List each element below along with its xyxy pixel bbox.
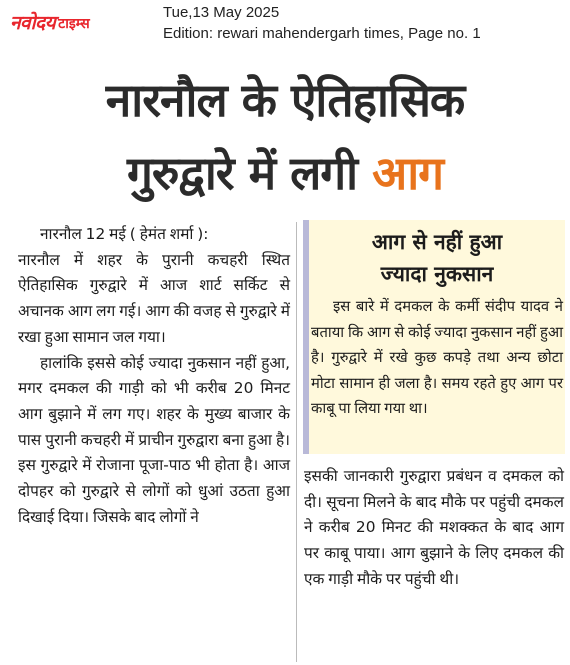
sidebar-box-heading-line-1: आग से नहीं हुआ bbox=[371, 230, 503, 254]
sidebar-box-heading-line-2: ज्यादा नुकसान bbox=[380, 262, 494, 286]
edition-info: Edition: rewari mahendergarh times, Page no. 1 bbox=[163, 25, 481, 42]
sidebar-box bbox=[303, 220, 565, 454]
masthead bbox=[0, 0, 570, 48]
headline-line-2-main: गुरुद्वारे में लगी bbox=[126, 146, 358, 200]
newspaper-logo bbox=[10, 8, 90, 36]
column-divider bbox=[296, 222, 297, 662]
logo-main-text: नवोदय bbox=[10, 12, 56, 34]
logo-sub-text: टाइम्स bbox=[58, 15, 90, 32]
article-left-column bbox=[18, 222, 290, 530]
headline-line-1: नारनौल के ऐतिहासिक bbox=[105, 73, 465, 127]
headline-line-2 bbox=[0, 143, 570, 203]
sidebar-box-body: इस बारे में दमकल के कर्मी संदीप यादव ने बताया कि आग से कोई ज्यादा नुकसान नहीं हुआ है। गुरुद्वारे में रखे कुछ कपड़े तथा अन्य छोटा मोटा सामान ही जला है। समय रहते हुए आग पर काबू पा लिया गया था। bbox=[311, 298, 563, 417]
headline-accent-word: आग bbox=[372, 146, 444, 200]
article-paragraph-1: नारनौल में शहर के पुरानी कचहरी स्थित ऐतिहासिक गुरुद्वारे में आज शार्ट सर्किट से अचानक आग लग गई। आग की वजह से गुरुद्वारे में रखा हुआ सामान जल गया। bbox=[18, 250, 290, 346]
article-continuation: इसकी जानकारी गुरुद्वारा प्रबंधन व दमकल को दी। सूचना मिलने के बाद मौके पर पहुंची दमकल ने करीब 20 मिनट की मशक्कत के बाद आग पर काबू पाया। आग बुझाने के लिए दमकल की एक गाड़ी मौके पर पहुंची थी। bbox=[304, 467, 564, 588]
article-dateline: नारनौल 12 मई ( हेमंत शर्मा ): bbox=[40, 225, 209, 243]
edition-date: Tue,13 May 2025 bbox=[163, 4, 280, 21]
article-paragraph-2: हालांकि इससे कोई ज्यादा नुकसान नहीं हुआ, मगर दमकल की गाड़ी को भी करीब 20 मिनट आग बुझाने में लग गए। शहर के मुख्य बाजार के पास पुरानी कचहरी में प्राचीन गुरुद्वारा बना हुआ है। इस गुरुद्वारे में रोजाना पूजा-पाठ भी होता है। आज दोपहर को गुरुद्वारे से लोगों को धुआं उठता हुआ दिखाई दिया। जिसके बाद लोगों ने bbox=[18, 353, 290, 526]
article-right-column bbox=[304, 464, 564, 593]
